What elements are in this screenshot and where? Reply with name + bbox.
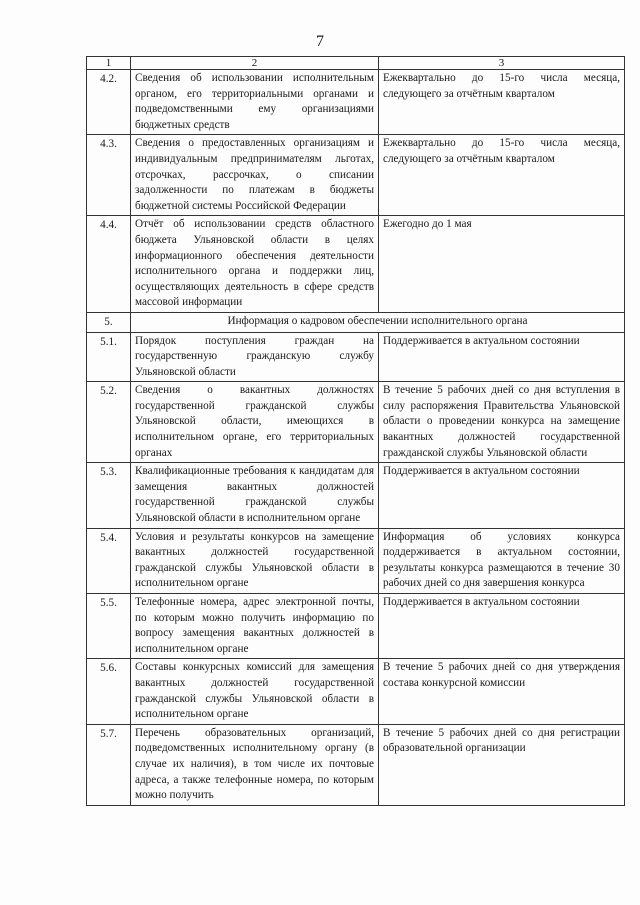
table-row [87, 135, 625, 216]
row-number: 4.4. [87, 216, 131, 313]
info-table [86, 56, 625, 806]
row-period: Ежеквартально до 15-го числа месяца, следующего за отчётным кварталом [379, 135, 625, 216]
header-col-3: 3 [379, 57, 625, 70]
table-row [87, 659, 625, 724]
row-period: В течение 5 рабочих дней со дня регистрации образовательной организации [379, 724, 625, 805]
table-row [87, 70, 625, 135]
header-col-2: 2 [131, 57, 379, 70]
row-period: Поддерживается в актуальном состоянии [379, 332, 625, 382]
row-number: 5.3. [87, 463, 131, 528]
row-description: Телефонные номера, адрес электронной почты, по которым можно получить информацию по вопросу замещения вакантных должностей в исполнительном органе [131, 594, 379, 659]
table-row [87, 724, 625, 805]
row-number: 5.5. [87, 594, 131, 659]
section-title: Информация о кадровом обеспечении исполнительного органа [131, 312, 625, 332]
row-period: В течение 5 рабочих дней со дня утверждения состава конкурсной комиссии [379, 659, 625, 724]
row-period: Поддерживается в актуальном состоянии [379, 463, 625, 528]
row-number: 4.3. [87, 135, 131, 216]
row-number: 5.7. [87, 724, 131, 805]
table-body [87, 57, 625, 806]
section-number: 5. [87, 312, 131, 332]
row-number: 5.1. [87, 332, 131, 382]
row-period: Ежеквартально до 15-го числа месяца, следующего за отчётным кварталом [379, 70, 625, 135]
row-period: В течение 5 рабочих дней со дня вступления в силу распоряжения Правительства Ульяновской области о проведении конкурса на замещение вакантных должностей государственной гражданской службы Ульяновской области [379, 382, 625, 463]
row-description: Перечень образовательных организаций, подведомственных исполнительному органу (в случае их наличия), в том числе их почтовые адреса, а также телефонные номера, по которым можно получить [131, 724, 379, 805]
row-description: Сведения об использовании исполнительным органом, его территориальными органами и подведомственными ему организациями бюджетных средств [131, 70, 379, 135]
row-period: Ежегодно до 1 мая [379, 216, 625, 313]
row-description: Отчёт об использовании средств областного бюджета Ульяновской области в целях информационного обеспечения деятельности исполнительного органа и поддержки лиц, осуществляющих деятельность в сфере средств массовой информации [131, 216, 379, 313]
header-col-1: 1 [87, 57, 131, 70]
row-number: 5.4. [87, 528, 131, 593]
header-row [87, 57, 625, 70]
row-number: 5.6. [87, 659, 131, 724]
row-description: Условия и результаты конкурсов на замещение вакантных должностей государственной гражданской службы Ульяновской области в исполнительном органе [131, 528, 379, 593]
row-number: 4.2. [87, 70, 131, 135]
table-row [87, 332, 625, 382]
table-row [87, 382, 625, 463]
row-period: Информация об условиях конкурса поддерживается в актуальном состоянии, результаты конкурса размещаются в течение 30 рабочих дней со дня завершения конкурса [379, 528, 625, 593]
section-row [87, 312, 625, 332]
row-description: Порядок поступления граждан на государственную гражданскую службу Ульяновской области [131, 332, 379, 382]
page-number: 7 [316, 33, 324, 50]
row-description: Сведения о предоставленных организациям и индивидуальным предпринимателям льготах, отсрочках, рассрочках, о списании задолженности по платежам в бюджеты бюджетной системы Российской Федерации [131, 135, 379, 216]
table-row [87, 594, 625, 659]
row-description: Сведения о вакантных должностях государственной гражданской службы Ульяновской области, имеющихся в исполнительном органе, его территориальных органах [131, 382, 379, 463]
row-period: Поддерживается в актуальном состоянии [379, 594, 625, 659]
table-row [87, 463, 625, 528]
row-description: Квалификационные требования к кандидатам для замещения вакантных должностей государственной гражданской службы Ульяновской области в исполнительном органе [131, 463, 379, 528]
table-row [87, 216, 625, 313]
row-number: 5.2. [87, 382, 131, 463]
row-description: Составы конкурсных комиссий для замещения вакантных должностей государственной гражданской службы Ульяновской области в исполнительном органе [131, 659, 379, 724]
table-row [87, 528, 625, 593]
